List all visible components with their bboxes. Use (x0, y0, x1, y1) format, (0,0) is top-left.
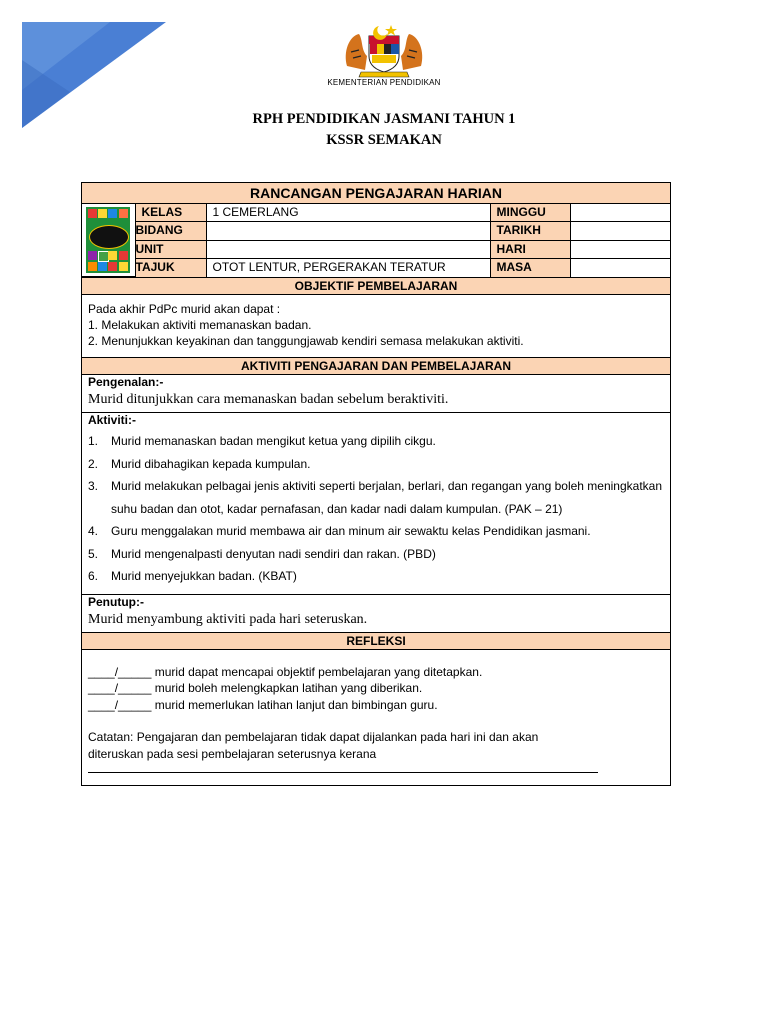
tarikh-label: TARIKH (490, 222, 570, 240)
minggu-value[interactable] (570, 204, 670, 222)
document-title: RPH PENDIDIKAN JASMANI TAHUN 1 (252, 111, 516, 127)
tajuk-value[interactable]: OTOT LENTUR, PERGERAKAN TERATUR (206, 259, 490, 277)
book-cover-image (82, 204, 135, 277)
aktiviti-list (82, 430, 670, 588)
list-item (88, 565, 664, 588)
form-title: RANCANGAN PENGAJARAN HARIAN (82, 183, 671, 204)
refleksi-heading: REFLEKSI (82, 632, 671, 649)
lesson-plan-table (81, 182, 671, 786)
hari-value[interactable] (570, 240, 670, 258)
hari-label: HARI (490, 240, 570, 258)
masa-value[interactable] (570, 259, 670, 277)
list-item (88, 543, 664, 566)
masa-label: MASA (490, 259, 570, 277)
item-number: 6. (88, 569, 99, 583)
refleksi-line: ____/_____ murid memerlukan latihan lanjut dan bimbingan guru. (88, 697, 438, 712)
pengenalan-label: Pengenalan:- (88, 375, 164, 389)
book-cover-icon (86, 207, 130, 273)
catatan-answer-line[interactable] (88, 762, 598, 773)
penutup-label: Penutup:- (88, 594, 144, 609)
list-item (88, 520, 664, 543)
objektif-intro: Pada akhir PdPc murid akan dapat : (88, 302, 281, 316)
list-item (88, 475, 664, 520)
info-table (82, 204, 670, 277)
unit-value[interactable] (206, 240, 490, 258)
aktiviti-heading: AKTIVITI PENGAJARAN DAN PEMBELAJARAN (82, 358, 671, 375)
catatan-line: diteruskan pada sesi pembelajaran seterusnya kerana (88, 746, 377, 761)
tajuk-label: TAJUK (135, 259, 206, 277)
objektif-heading: OBJEKTIF PEMBELAJARAN (82, 278, 671, 295)
item-text: Murid menyejukkan badan. (KBAT) (111, 569, 297, 583)
objektif-item: 1. Melakukan aktiviti memanaskan badan. (88, 318, 312, 332)
objektif-section (82, 295, 671, 358)
bidang-value[interactable] (206, 222, 490, 240)
catatan-line: Catatan: Pengajaran dan pembelajaran tidak dapat dijalankan pada hari ini dan akan (88, 730, 539, 744)
logo-caption: KEMENTERIAN PENDIDIKAN (327, 78, 441, 87)
item-number: 3. (88, 479, 99, 493)
objektif-item: 2. Menunjukkan keyakinan dan tanggungjawab kendiri semasa melakukan aktiviti. (88, 334, 524, 348)
crest-icon (339, 22, 429, 78)
aktiviti-section (82, 413, 671, 595)
bidang-label: BIDANG (135, 222, 206, 240)
aktiviti-label: Aktiviti:- (88, 413, 136, 427)
unit-label: UNIT (135, 240, 206, 258)
item-text: Murid melakukan pelbagai jenis aktiviti seperti berjalan, berlari, dan regangan yang boleh meningkatkan suhu badan dan otot, kadar pernafasan, dan kadar nadi dalam kumpulan. (PAK – 21) (111, 479, 662, 516)
pengenalan-section (82, 375, 671, 413)
minggu-label: MINGGU (490, 204, 570, 222)
penutup-text: Murid menyambung aktiviti pada hari seteruskan. (88, 611, 368, 627)
item-text: Guru menggalakan murid membawa air dan minum air sewaktu kelas Pendidikan jasmani. (111, 524, 591, 538)
item-number: 5. (88, 546, 99, 561)
item-number: 4. (88, 524, 99, 538)
kelas-value[interactable]: 1 CEMERLANG (206, 204, 490, 222)
document-subtitle: KSSR SEMAKAN (326, 132, 442, 148)
kelas-label: KELAS (135, 204, 206, 222)
item-text: Murid mengenalpasti denyutan nadi sendiri dan rakan. (PBD) (111, 546, 436, 561)
refleksi-line: ____/_____ murid dapat mencapai objektif pembelajaran yang ditetapkan. (88, 664, 483, 679)
list-item (88, 430, 664, 453)
refleksi-line: ____/_____ murid boleh melengkapkan latihan yang diberikan. (88, 681, 423, 695)
penutup-section (82, 594, 671, 632)
ministry-logo (316, 22, 452, 92)
refleksi-section (82, 649, 671, 786)
item-number: 2. (88, 456, 99, 471)
pengenalan-text: Murid ditunjukkan cara memanaskan badan sebelum beraktiviti. (88, 392, 449, 407)
item-number: 1. (88, 434, 99, 448)
item-text: Murid memanaskan badan mengikut ketua yang dipilih cikgu. (111, 434, 436, 448)
list-item (88, 453, 664, 476)
item-text: Murid dibahagikan kepada kumpulan. (111, 456, 311, 471)
info-block (82, 204, 671, 278)
tarikh-value[interactable] (570, 222, 670, 240)
